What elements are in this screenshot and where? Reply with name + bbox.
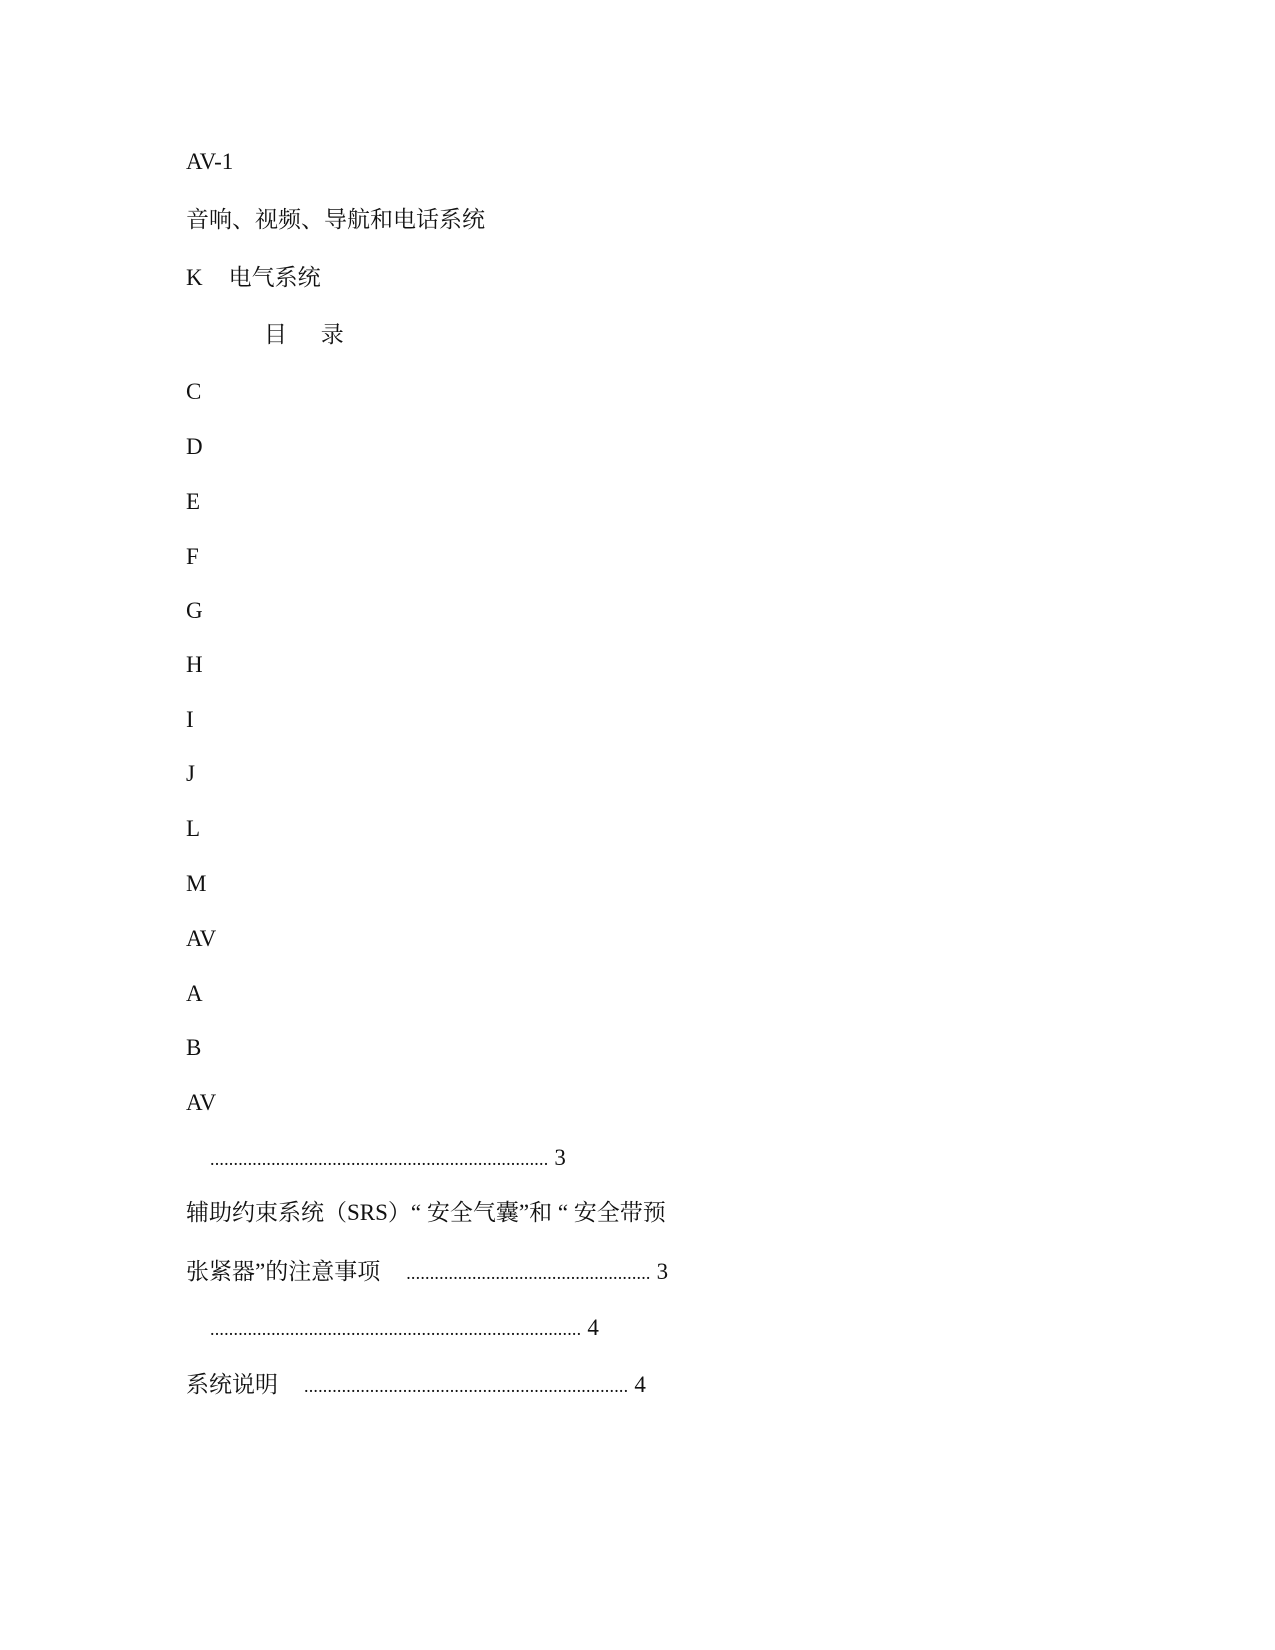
toc-entry-4[interactable] (186, 1370, 646, 1401)
section-letter: J (186, 761, 195, 786)
section-letter: D (186, 434, 203, 459)
section-letter: AV (186, 926, 217, 951)
toc-entry-3[interactable] (210, 1313, 599, 1344)
section-letter: L (186, 816, 201, 841)
toc-leader-dots: ..................................................................... (304, 1376, 629, 1396)
toc-entry-label: 系统说明 (186, 1372, 278, 1397)
toc-page-number: 4 (634, 1372, 646, 1397)
group-letter: K (186, 265, 203, 290)
section-letter: M (186, 871, 207, 896)
toc-page-number: 3 (656, 1259, 669, 1284)
section-letter: B (186, 1035, 202, 1060)
toc-page-number: 4 (587, 1315, 599, 1340)
toc-title: 目 录 (264, 322, 358, 347)
toc-entry-label: 张紧器”的注意事项 (186, 1259, 381, 1284)
section-letter: E (186, 489, 201, 514)
section-title: 音响、视频、导航和电话系统 (186, 207, 485, 232)
toc-leader-dots: ........................................................................ (210, 1149, 549, 1169)
section-letter: H (186, 652, 203, 677)
page-code: AV-1 (186, 149, 234, 174)
section-letter: C (186, 379, 202, 404)
toc-entry-2[interactable] (186, 1257, 668, 1288)
section-letter: A (186, 981, 203, 1006)
group-heading (186, 263, 321, 293)
toc-leader-dots: .................................................... (406, 1263, 651, 1283)
group-name: 电气系统 (228, 265, 321, 290)
section-letter: G (186, 598, 203, 623)
toc-entry-1[interactable] (210, 1143, 566, 1174)
section-letter: F (186, 544, 199, 569)
toc-leader-dots: ............................................................................... (210, 1319, 582, 1339)
toc-entry-2-line-1[interactable]: 辅助约束系统（SRS）“ 安全气囊”和 “ 安全带预 (186, 1200, 666, 1225)
section-letter: AV (186, 1090, 217, 1115)
section-letter: I (186, 707, 194, 732)
toc-page-number: 3 (554, 1145, 566, 1170)
